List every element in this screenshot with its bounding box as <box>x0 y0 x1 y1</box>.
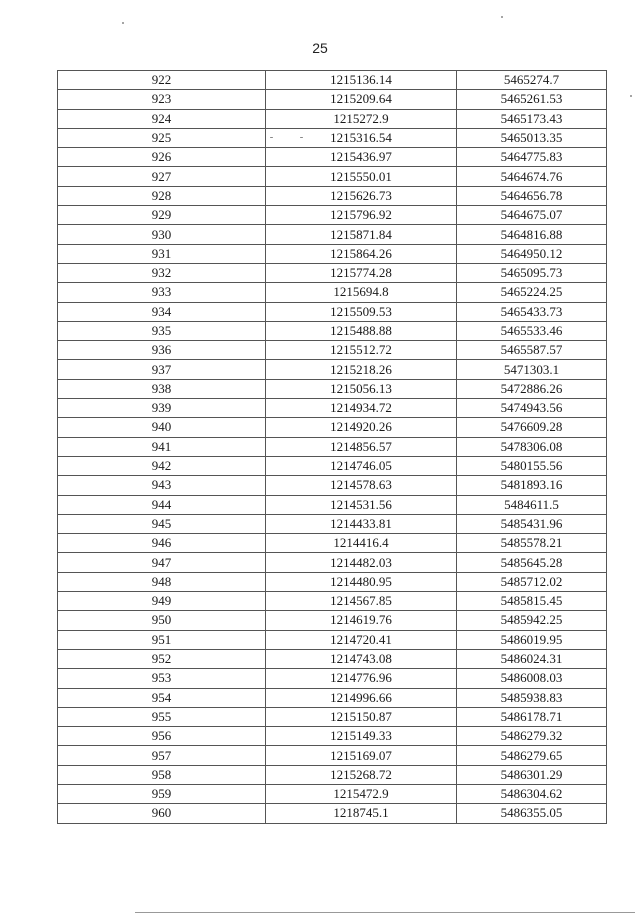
point-number-cell: 924 <box>58 109 266 128</box>
scan-speck <box>501 16 503 18</box>
x-coordinate-cell: 1215472.9 <box>266 784 457 803</box>
point-number-cell: 931 <box>58 244 266 263</box>
table-row <box>58 186 607 205</box>
y-coordinate-cell: 5465433.73 <box>457 302 607 321</box>
point-number-cell: 942 <box>58 456 266 475</box>
x-coordinate-cell: 1214920.26 <box>266 418 457 437</box>
table-row <box>58 688 607 707</box>
point-number-cell: 958 <box>58 765 266 784</box>
x-coordinate-cell: 1214482.03 <box>266 553 457 572</box>
y-coordinate-cell: 5486304.62 <box>457 784 607 803</box>
x-coordinate-cell: 1215512.72 <box>266 341 457 360</box>
point-number-cell: 957 <box>58 746 266 765</box>
table-row <box>58 630 607 649</box>
x-coordinate-cell: 1215694.8 <box>266 283 457 302</box>
point-number-cell: 933 <box>58 283 266 302</box>
x-coordinate-cell: 1214743.08 <box>266 649 457 668</box>
table-row <box>58 167 607 186</box>
table-row <box>58 244 607 263</box>
point-number-cell: 930 <box>58 225 266 244</box>
y-coordinate-cell: 5486019.95 <box>457 630 607 649</box>
table-row <box>58 765 607 784</box>
x-coordinate-cell: 1215509.53 <box>266 302 457 321</box>
y-coordinate-cell: 5486279.65 <box>457 746 607 765</box>
point-number-cell: 928 <box>58 186 266 205</box>
point-number-cell: 950 <box>58 611 266 630</box>
x-coordinate-cell: 1215169.07 <box>266 746 457 765</box>
page-bottom-rule <box>135 912 635 913</box>
table-row <box>58 476 607 495</box>
table-row <box>58 206 607 225</box>
x-coordinate-cell: 1214433.81 <box>266 514 457 533</box>
point-number-cell: 959 <box>58 784 266 803</box>
y-coordinate-cell: 5484611.5 <box>457 495 607 514</box>
y-coordinate-cell: 5472886.26 <box>457 379 607 398</box>
y-coordinate-cell: 5464656.78 <box>457 186 607 205</box>
point-number-cell: 946 <box>58 534 266 553</box>
table-row <box>58 534 607 553</box>
table-row <box>58 128 607 147</box>
point-number-cell: 939 <box>58 399 266 418</box>
x-coordinate-cell: 1215488.88 <box>266 321 457 340</box>
x-coordinate-cell: 1214996.66 <box>266 688 457 707</box>
x-coordinate-cell: 1215436.97 <box>266 148 457 167</box>
point-number-cell: 953 <box>58 669 266 688</box>
x-coordinate-cell: 1215272.9 <box>266 109 457 128</box>
table-row <box>58 669 607 688</box>
x-coordinate-cell: 1215774.28 <box>266 263 457 282</box>
x-coordinate-cell: 1214934.72 <box>266 399 457 418</box>
y-coordinate-cell: 5465013.35 <box>457 128 607 147</box>
x-coordinate-cell: 1215136.14 <box>266 71 457 90</box>
point-number-cell: 941 <box>58 437 266 456</box>
table-row <box>58 611 607 630</box>
point-number-cell: 960 <box>58 804 266 823</box>
y-coordinate-cell: 5464950.12 <box>457 244 607 263</box>
y-coordinate-cell: 5486355.05 <box>457 804 607 823</box>
y-coordinate-cell: 5485645.28 <box>457 553 607 572</box>
coordinates-table-body <box>58 71 607 824</box>
y-coordinate-cell: 5464816.88 <box>457 225 607 244</box>
table-row <box>58 379 607 398</box>
x-coordinate-cell: 1214776.96 <box>266 669 457 688</box>
point-number-cell: 929 <box>58 206 266 225</box>
point-number-cell: 922 <box>58 71 266 90</box>
point-number-cell: 936 <box>58 341 266 360</box>
point-number-cell: 948 <box>58 572 266 591</box>
x-coordinate-cell: 1215796.92 <box>266 206 457 225</box>
point-number-cell: 940 <box>58 418 266 437</box>
y-coordinate-cell: 5486024.31 <box>457 649 607 668</box>
x-coordinate-cell: 1215209.64 <box>266 90 457 109</box>
x-coordinate-cell: 1215871.84 <box>266 225 457 244</box>
x-coordinate-cell: 1214531.56 <box>266 495 457 514</box>
point-number-cell: 945 <box>58 514 266 533</box>
table-row <box>58 746 607 765</box>
y-coordinate-cell: 5481893.16 <box>457 476 607 495</box>
scan-speck <box>630 95 632 97</box>
y-coordinate-cell: 5485942.25 <box>457 611 607 630</box>
y-coordinate-cell: 5465261.53 <box>457 90 607 109</box>
point-number-cell: 956 <box>58 727 266 746</box>
y-coordinate-cell: 5485578.21 <box>457 534 607 553</box>
x-coordinate-cell: 1214567.85 <box>266 592 457 611</box>
x-coordinate-cell: 1214578.63 <box>266 476 457 495</box>
point-number-cell: 949 <box>58 592 266 611</box>
y-coordinate-cell: 5464674.76 <box>457 167 607 186</box>
table-row <box>58 283 607 302</box>
x-coordinate-cell: 1215150.87 <box>266 707 457 726</box>
point-number-cell: 925 <box>58 128 266 147</box>
scan-speck <box>122 22 124 24</box>
table-row <box>58 456 607 475</box>
y-coordinate-cell: 5465533.46 <box>457 321 607 340</box>
point-number-cell: 927 <box>58 167 266 186</box>
table-row <box>58 437 607 456</box>
point-number-cell: 937 <box>58 360 266 379</box>
table-row <box>58 514 607 533</box>
x-coordinate-cell: 1215268.72 <box>266 765 457 784</box>
point-number-cell: 952 <box>58 649 266 668</box>
y-coordinate-cell: 5474943.56 <box>457 399 607 418</box>
table-row <box>58 418 607 437</box>
point-number-cell: 935 <box>58 321 266 340</box>
x-coordinate-cell: 1214416.4 <box>266 534 457 553</box>
page-number: 25 <box>312 40 328 56</box>
y-coordinate-cell: 5471303.1 <box>457 360 607 379</box>
y-coordinate-cell: 5464675.07 <box>457 206 607 225</box>
y-coordinate-cell: 5476609.28 <box>457 418 607 437</box>
point-number-cell: 932 <box>58 263 266 282</box>
x-coordinate-cell: 1215056.13 <box>266 379 457 398</box>
y-coordinate-cell: 5465274.7 <box>457 71 607 90</box>
table-row <box>58 360 607 379</box>
y-coordinate-cell: 5465173.43 <box>457 109 607 128</box>
x-coordinate-cell: 1218745.1 <box>266 804 457 823</box>
y-coordinate-cell: 5465224.25 <box>457 283 607 302</box>
x-coordinate-cell: 1215316.54 <box>266 128 457 147</box>
y-coordinate-cell: 5485815.45 <box>457 592 607 611</box>
table-row <box>58 553 607 572</box>
table-row <box>58 707 607 726</box>
y-coordinate-cell: 5478306.08 <box>457 437 607 456</box>
table-row <box>58 225 607 244</box>
table-row <box>58 649 607 668</box>
table-row <box>58 341 607 360</box>
table-row <box>58 321 607 340</box>
table-row <box>58 302 607 321</box>
table-row <box>58 572 607 591</box>
table-row <box>58 90 607 109</box>
x-coordinate-cell: 1214720.41 <box>266 630 457 649</box>
point-number-cell: 943 <box>58 476 266 495</box>
y-coordinate-cell: 5465587.57 <box>457 341 607 360</box>
point-number-cell: 944 <box>58 495 266 514</box>
point-number-cell: 938 <box>58 379 266 398</box>
x-coordinate-cell: 1215626.73 <box>266 186 457 205</box>
point-number-cell: 934 <box>58 302 266 321</box>
y-coordinate-cell: 5486301.29 <box>457 765 607 784</box>
y-coordinate-cell: 5485431.96 <box>457 514 607 533</box>
point-number-cell: 947 <box>58 553 266 572</box>
x-coordinate-cell: 1215864.26 <box>266 244 457 263</box>
x-coordinate-cell: 1215149.33 <box>266 727 457 746</box>
table-row <box>58 592 607 611</box>
x-coordinate-cell: 1214856.57 <box>266 437 457 456</box>
y-coordinate-cell: 5485938.83 <box>457 688 607 707</box>
y-coordinate-cell: 5480155.56 <box>457 456 607 475</box>
x-coordinate-cell: 1215550.01 <box>266 167 457 186</box>
x-coordinate-cell: 1214619.76 <box>266 611 457 630</box>
table-row <box>58 804 607 823</box>
table-row <box>58 148 607 167</box>
x-coordinate-cell: 1214746.05 <box>266 456 457 475</box>
table-row <box>58 109 607 128</box>
point-number-cell: 926 <box>58 148 266 167</box>
x-coordinate-cell: 1214480.95 <box>266 572 457 591</box>
point-number-cell: 955 <box>58 707 266 726</box>
table-row <box>58 495 607 514</box>
table-row <box>58 784 607 803</box>
table-row <box>58 399 607 418</box>
coordinates-table <box>57 70 607 824</box>
x-coordinate-cell: 1215218.26 <box>266 360 457 379</box>
y-coordinate-cell: 5486008.03 <box>457 669 607 688</box>
point-number-cell: 954 <box>58 688 266 707</box>
y-coordinate-cell: 5464775.83 <box>457 148 607 167</box>
y-coordinate-cell: 5485712.02 <box>457 572 607 591</box>
y-coordinate-cell: 5486178.71 <box>457 707 607 726</box>
table-row <box>58 727 607 746</box>
y-coordinate-cell: 5486279.32 <box>457 727 607 746</box>
y-coordinate-cell: 5465095.73 <box>457 263 607 282</box>
table-row <box>58 71 607 90</box>
point-number-cell: 951 <box>58 630 266 649</box>
point-number-cell: 923 <box>58 90 266 109</box>
table-row <box>58 263 607 282</box>
